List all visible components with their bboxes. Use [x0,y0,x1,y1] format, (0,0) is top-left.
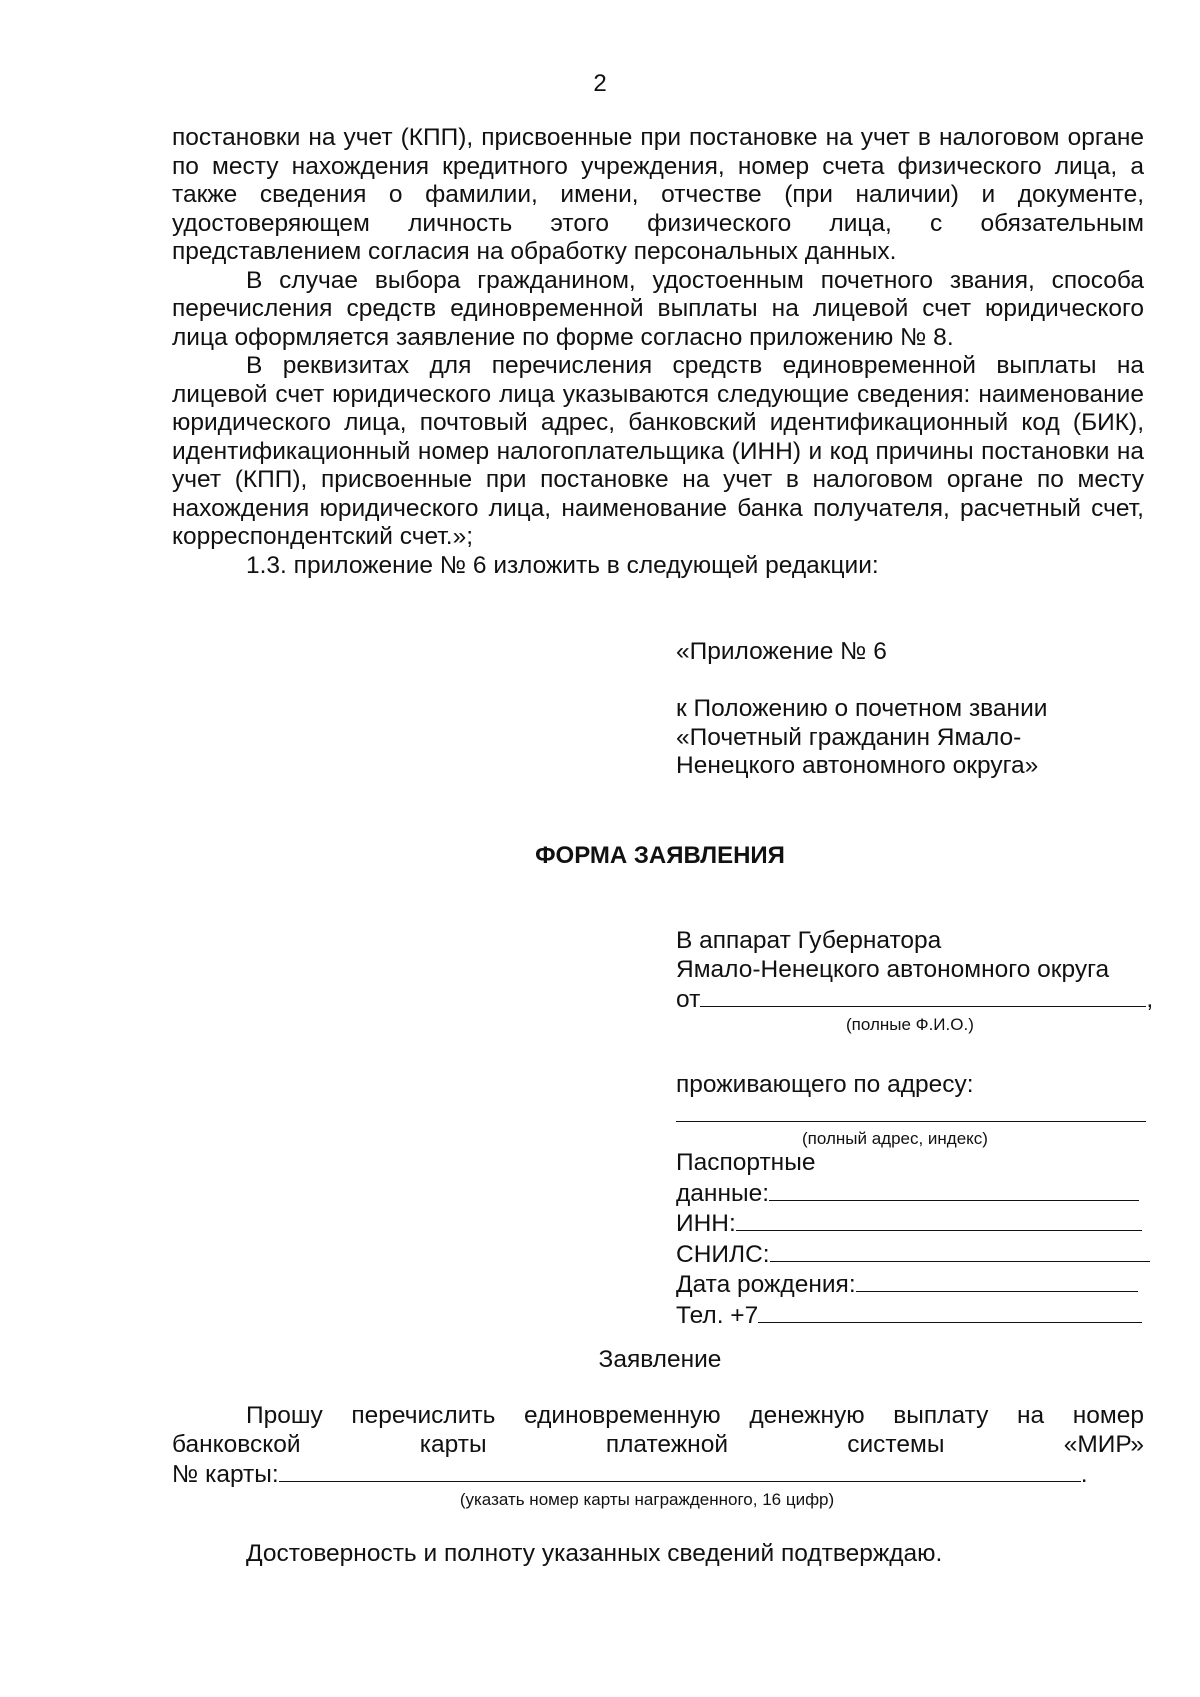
appendix-line: к Положению о почетном звании [676,695,1048,722]
birth-date-row: Дата рождения: [676,1269,1146,1300]
passport-field[interactable] [769,1178,1139,1201]
from-row: от , [676,986,1154,1013]
address-row [676,1099,1146,1129]
form-title: ФОРМА ЗАЯВЛЕНИЯ [535,842,785,869]
address-label: проживающего по адресу: [676,1070,974,1098]
appendix-header [676,638,1047,781]
addressee-line: В аппарат Губернатора [676,927,942,954]
request-text: Прошу перечислить единовременную денежную выплату на номер [246,1402,1144,1429]
phone-field[interactable] [758,1300,1142,1323]
address-field[interactable] [676,1099,1146,1122]
body-text [172,124,1144,580]
page-number: 2 [593,70,607,97]
from-label: от [676,986,701,1013]
paragraph-legal-entity-choice: В случае выбора гражданином, удостоенным почетного звания, способа перечисления средств единовременной выплаты на лицевой счет юридического лица оформляется заявление по форме согласно приложению № 8. [172,266,1144,351]
addressee-line: Ямало-Ненецкого автономного округа [676,955,1110,983]
inn-row: ИНН: [676,1208,1146,1239]
paragraph-amendment: 1.3. приложение № 6 изложить в следующей редакции: [246,551,879,579]
card-number-field[interactable] [279,1459,1081,1482]
statement-heading: Заявление [598,1346,722,1373]
passport-row: данные: [676,1178,1146,1209]
request-block [172,1402,1144,1510]
paragraph-requisites: В реквизитах для перечисления средств единовременной выплаты на лицевой счет юридического лица указываются следующие сведения: наименование юридического лица, почтовый адрес, банковский идентификационный код (БИК), идентификационный номер налогоплательщика (ИНН) и код причины постановки на учет (КПП), присвоенные при постановке на учет в налоговом органе по месту нахождения юридического лица, наименование банка получателя, расчетный счет, корреспондентский счет.»; [172,352,1144,550]
passport-label: Паспортные [676,1149,816,1176]
appendix-line: Ненецкого автономного округа» [676,752,1039,779]
appendix-title: «Приложение № 6 [676,638,887,665]
appendix-line: «Почетный гражданин Ямало- [676,723,1022,751]
paragraph-continuation: постановки на учет (КПП), присвоенные при постановке на учет в налоговом органе по месту нахождения кредитного учреждения, номер счета физического лица, а также сведения о фамилии, имени, отчестве (при наличии) и документе, удостоверяющем личность этого физического лица, с обязательным представлением согласия на обработку персональных данных. [172,124,1144,265]
inn-field[interactable] [736,1208,1142,1231]
phone-row: Тел. +7 [676,1300,1146,1331]
card-hint: (указать номер карты награжденного, 16 цифр) [459,1489,835,1509]
snils-row: СНИЛС: [676,1239,1146,1270]
card-label: № карты: [172,1461,279,1488]
address-hint: (полный адрес, индекс) [802,1129,988,1148]
full-name-field[interactable] [700,984,1146,1007]
request-text-line2: банковской карты платежной системы «МИР» [172,1430,1144,1458]
snils-field[interactable] [770,1239,1150,1262]
confirmation-text: Достоверность и полноту указанных сведений подтверждаю. [246,1540,943,1567]
full-name-hint: (полные Ф.И.О.) [846,1014,974,1034]
birth-date-field[interactable] [856,1269,1138,1292]
card-row: № карты: . [172,1461,1088,1488]
addressee-block [676,927,1154,1330]
